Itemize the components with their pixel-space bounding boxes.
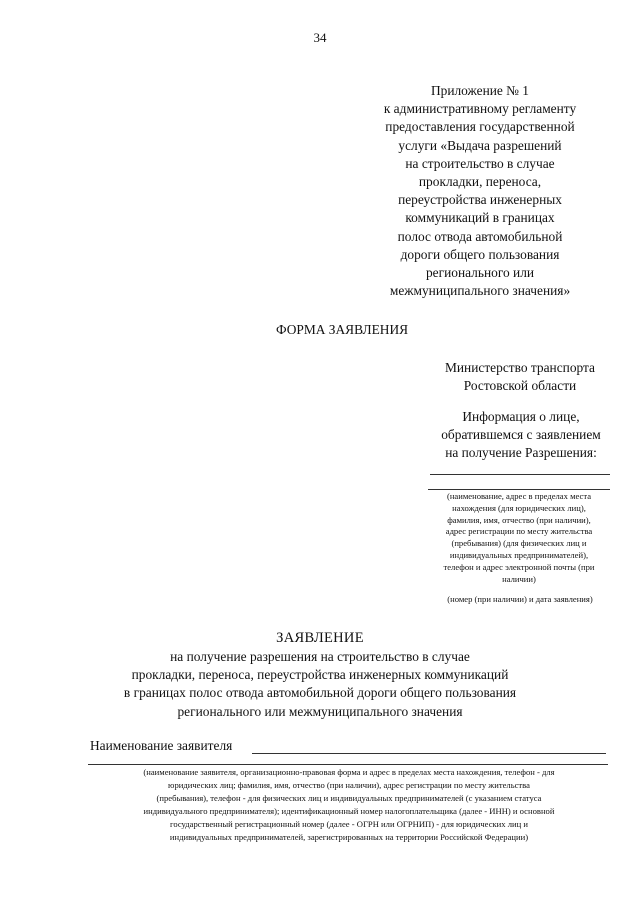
subtitle-line: регионального или межмуниципального значения <box>177 703 463 719</box>
caption-line: индивидуальных предпринимателей), <box>449 549 589 560</box>
applicant-name-field[interactable] <box>252 753 606 754</box>
caption-line: юридических лиц; фамилия, имя, отчество (при наличии), адрес регистрации по месту жительства <box>168 780 530 790</box>
caption-line: (пребывания) (для физических лиц и <box>451 538 587 549</box>
statement-title: ЗАЯВЛЕНИЕ <box>276 630 364 646</box>
caption-line: (наименование заявителя, организационно-правовая форма и адрес в пределах места нахождения, телефон - для <box>143 767 555 777</box>
caption-line: адрес регистрации по месту жительства <box>445 526 593 537</box>
caption-line: индивидуального предпринимателя); идентификационный номер налогоплательщика (далее - ИНН) и основной <box>143 806 555 816</box>
applicant-info-block <box>416 408 626 463</box>
applicant-info-line: на получение Разрешения: <box>445 445 597 461</box>
appendix-line: услуги «Выдача разрешений <box>398 137 562 153</box>
applicant-info-fill-line-2[interactable] <box>428 489 610 490</box>
caption-line: нахождения (для юридических лиц), <box>452 502 586 513</box>
appendix-line: на строительство в случае <box>405 155 555 171</box>
subtitle-line: на получение разрешения на строительство в случае <box>170 649 470 664</box>
caption-line: наличии) <box>502 573 536 584</box>
caption-line: (пребывания), телефон - для физических лиц и индивидуальных предпринимателей (с указанием статуса <box>156 793 542 803</box>
appendix-line: дороги общего пользования <box>400 246 560 262</box>
page-number: 34 <box>313 30 327 45</box>
caption-line: индивидуальных предпринимателей, зарегистрированных на территории Российской Федерации) <box>169 832 529 842</box>
applicant-info-fill-line[interactable] <box>430 474 610 475</box>
applicant-info-caption <box>428 491 610 585</box>
appendix-line: прокладки, переноса, <box>418 174 542 190</box>
appendix-line: полос отвода автомобильной <box>397 228 563 244</box>
recipient-line: Ростовской области <box>463 378 577 394</box>
applicant-name-caption <box>86 766 612 844</box>
appendix-line: Приложение № 1 <box>430 83 530 98</box>
appendix-line: предоставления государственной <box>385 119 575 135</box>
subtitle-line: прокладки, переноса, переустройства инженерных коммуникаций <box>131 667 509 683</box>
caption-line: (наименование, адрес в пределах места <box>446 491 592 501</box>
appendix-header <box>350 82 610 300</box>
appendix-line: межмуниципального значения» <box>389 283 571 299</box>
recipient-block <box>420 359 620 395</box>
applicant-info-line: обратившемся с заявлением <box>441 427 601 443</box>
caption-line: телефон и адрес электронной почты (при <box>443 561 595 572</box>
applicant-name-label: Наименование заявителя <box>90 738 233 753</box>
caption-line: государственный регистрационный номер (далее - ОГРН или ОГРНИП) - для юридических лиц и <box>170 819 528 829</box>
statement-subtitle <box>60 648 580 721</box>
appendix-line: коммуникаций в границах <box>405 210 555 226</box>
applicant-info-line: Информация о лице, <box>462 409 580 424</box>
appendix-line: к административному регламенту <box>383 101 577 117</box>
form-title: ФОРМА ЗАЯВЛЕНИЯ <box>276 322 409 337</box>
recipient-line: Министерство транспорта <box>444 360 595 375</box>
applicant-name-field-2[interactable] <box>88 764 608 765</box>
date-caption: (номер (при наличии) и дата заявления) <box>447 594 593 604</box>
appendix-line: переустройства инженерных <box>398 192 562 208</box>
caption-line: фамилия, имя, отчество (при наличии), <box>447 514 591 525</box>
appendix-line: регионального или <box>425 265 535 281</box>
subtitle-line: в границах полос отвода автомобильной дороги общего пользования <box>123 685 517 701</box>
